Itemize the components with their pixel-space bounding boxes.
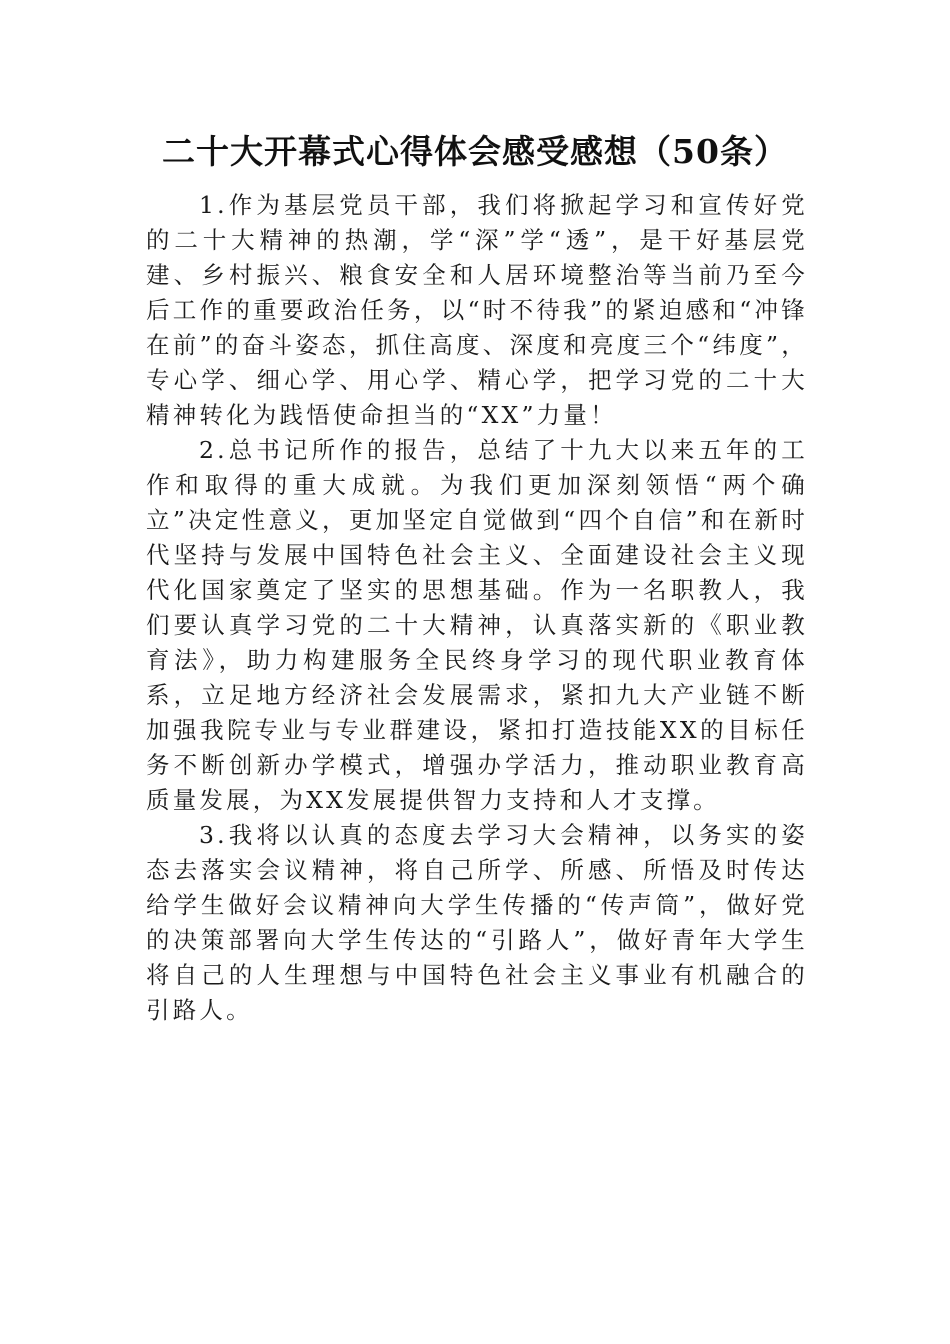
paragraph-1: 1.作为基层党员干部，我们将掀起学习和宣传好党的二十大精神的热潮，学“深”学“透”，是干好基层党建、乡村振兴、粮食安全和人居环境整治等当前乃至今后工作的重要政治任务，以“时不待我”的紧迫感和“冲锋在前”的奋斗姿态，抓住高度、深度和亮度三个“纬度”，专心学、细心学、用心学、精心学，把学习党的二十大精神转化为践悟使命担当的“XX”力量！ <box>146 191 808 429</box>
document-body <box>146 188 808 1028</box>
paragraph-2: 2.总书记所作的报告，总结了十九大以来五年的工作和取得的重大成就。为我们更加深刻领悟“两个确立”决定性意义，更加坚定自觉做到“四个自信”和在新时代坚持与发展中国特色社会主义、全面建设社会主义现代化国家奠定了坚实的思想基础。作为一名职教人，我们要认真学习党的二十大精神，认真落实新的《职业教育法》，助力构建服务全民终身学习的现代职业教育体系，立足地方经济社会发展需求，紧扣九大产业链不断加强我院专业与专业群建设，紧扣打造技能XX的目标任务不断创新办学模式，增强办学活力，推动职业教育高质量发展，为XX发展提供智力支持和人才支撑。 <box>146 436 808 814</box>
document-title: 二十大开幕式心得体会感受感想（50条） <box>162 132 788 171</box>
paragraph-3: 3.我将以认真的态度去学习大会精神，以务实的姿态去落实会议精神，将自己所学、所感、所悟及时传达给学生做好会议精神向大学生传播的“传声筒”，做好党的决策部署向大学生传达的“引路人”，做好青年大学生将自己的人生理想与中国特色社会主义事业有机融合的引路人。 <box>146 821 808 1024</box>
